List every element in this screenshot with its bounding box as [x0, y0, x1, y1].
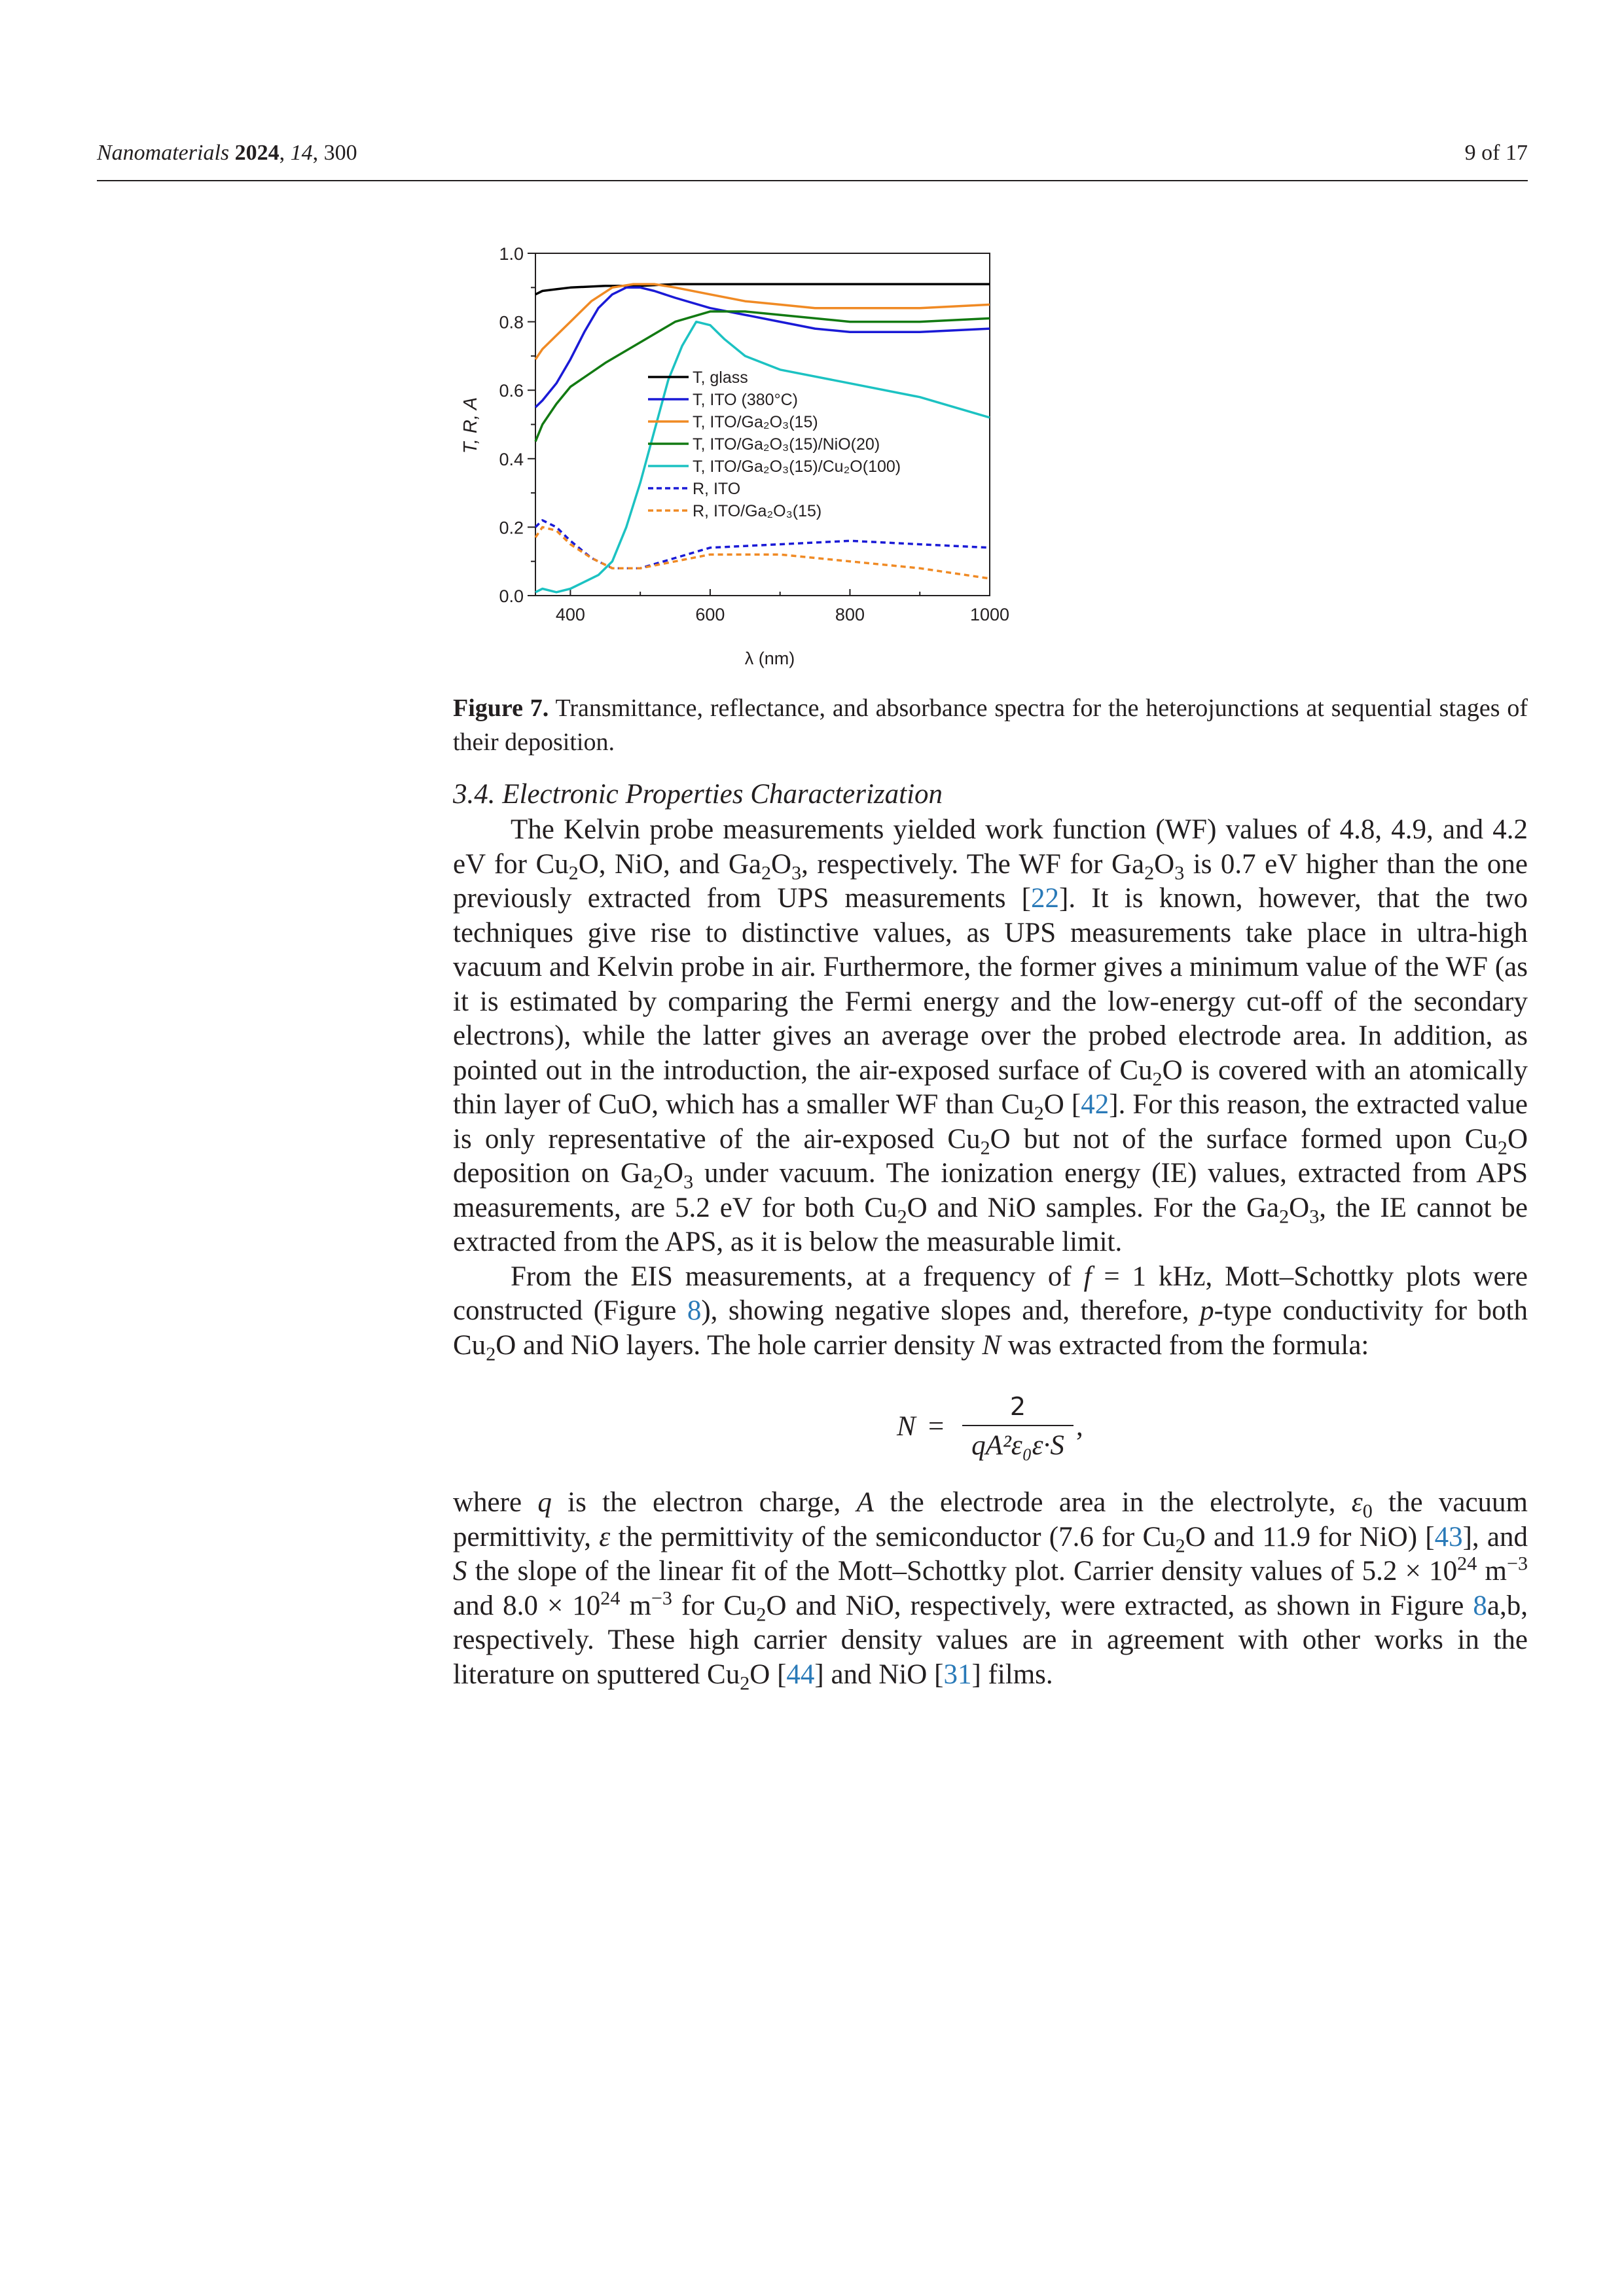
caption-text: Transmittance, reflectance, and absorbance spectra for the heterojunctions at sequential stages of their deposition. — [453, 694, 1528, 756]
paragraph-eis: From the EIS measurements, at a frequency of f = 1 kHz, Mott–Schottky plots were constructed (Figure 8), showing negative slopes and, therefore, p-type conductivity for both $Cu_2O$ and NiO layers. The hole carrier density N was extracted from the formula: — [453, 1261, 1528, 1365]
ref-link-42[interactable]: 42 — [1081, 1089, 1110, 1120]
x-tick-label: 1000 — [969, 605, 1010, 624]
series-line-5 — [535, 520, 990, 568]
body-text-lower — [453, 1486, 1528, 1695]
x-tick-label: 800 — [835, 605, 865, 624]
legend-label-6: R, ITO/Ga₂O₃(15) — [693, 502, 822, 520]
figure-7 — [452, 236, 1041, 681]
article-number: 300 — [323, 141, 357, 165]
x-tick-label: 600 — [695, 605, 725, 624]
paragraph-where: where q is the electron charge, A the electrode area in the electrolyte, $\varepsilon_0$ the vacuum permittivity, ε the permittivity of the semiconductor (7.6 for $Cu_2O$ and 11.9 for NiO) [43], and S the slope of the linear fit of the Mott–Schottky plot. Carrier density values of $5.2 \times 10^{24}$ $m^{-3}$ and $8.0 \times 10^{24}$ $m^{-3}$ for $Cu_2O$ and NiO, respectively, were extracted, as shown in Figure 8a,b, respectively. These high carrier density values are in agreement with other works in the literature on sputtered $Cu_2O$ [44] and NiO [31] films. — [453, 1487, 1528, 1695]
legend-label-0: T, glass — [693, 368, 748, 387]
equation-lhs: N — [897, 1411, 916, 1442]
fraction-bar — [962, 1425, 1074, 1426]
figure-8-link[interactable]: 8 — [687, 1295, 702, 1326]
series-line-1 — [535, 287, 990, 407]
header-rule — [97, 180, 1528, 181]
running-header — [97, 140, 1528, 166]
spectra-chart — [452, 236, 1041, 681]
legend-label-2: T, ITO/Ga₂O₃(15) — [693, 413, 818, 431]
y-axis-label: T, R, A — [460, 397, 481, 454]
ref-link-43[interactable]: 43 — [1434, 1521, 1463, 1552]
equation-comma: , — [1076, 1411, 1083, 1442]
equation-equals: = — [928, 1411, 945, 1442]
y-tick-label: 0.4 — [499, 449, 524, 469]
paragraph-kelvin-probe: The Kelvin probe measurements yielded work function (WF) values of 4.8, 4.9, and 4.2 eV for $Cu_2O$, NiO, and $Ga_2O_3$, respectively. The WF for $Ga_2O_3$ is 0.7 eV higher than the one previously extracted from UPS measurements [22]. It is known, however, that the two techniques give rise to distinctive values, as UPS measurements take place in ultra-high vacuum and Kelvin probe in air. Furthermore, the former gives a minimum value of the WF (as it is estimated by comparing the Fermi energy and the low-energy cut-off of the secondary electrons), while the latter gives an average over the probed electrode area. In addition, as pointed out in the introduction, the air-exposed surface of $Cu_2O$ is covered with an atomically thin layer of CuO, which has a smaller WF than $Cu_2O$ [42]. For this reason, the extracted value is only representative of the air-exposed $Cu_2O$ but not of the surface formed upon $Cu_2O$ deposition on $Ga_2O_3$ under vacuum. The ionization energy (IE) values, extracted from APS measurements, are 5.2 eV for both $Cu_2O$ and NiO samples. For the $Ga_2O_3$, the IE cannot be extracted from the APS, as it is below the measurable limit. — [453, 814, 1528, 1257]
page-number: 9 of 17 — [1464, 141, 1528, 165]
y-tick-label: 1.0 — [499, 244, 524, 264]
y-tick-label: 0.8 — [499, 312, 524, 332]
section-title: 3.4. Electronic Properties Characterization — [453, 779, 943, 810]
journal-year: 2024 — [234, 141, 280, 165]
body-text-upper — [453, 813, 1528, 1363]
x-axis-label: λ (nm) — [744, 649, 795, 668]
journal-citation: Nanomaterials 2024, 14, 300 — [97, 141, 357, 165]
equation-numerator: 2 — [1009, 1392, 1026, 1421]
legend-label-5: R, ITO — [693, 480, 741, 498]
legend-label-4: T, ITO/Ga₂O₃(15)/Cu₂O(100) — [693, 457, 901, 476]
legend-label-1: T, ITO (380°C) — [693, 391, 798, 409]
carrier-density-equation — [897, 1391, 1159, 1469]
figure-8a-link[interactable]: 8 — [1473, 1590, 1487, 1621]
y-tick-label: 0.6 — [499, 381, 524, 401]
legend — [648, 368, 901, 520]
ref-link-44[interactable]: 44 — [786, 1659, 815, 1690]
y-tick-label: 0.0 — [499, 586, 524, 606]
caption-label: Figure 7. — [453, 694, 549, 722]
legend-label-3: T, ITO/Ga₂O₃(15)/NiO(20) — [693, 435, 880, 454]
ref-link-31[interactable]: 31 — [943, 1659, 972, 1690]
journal-volume: 14 — [290, 141, 313, 165]
x-tick-label: 400 — [555, 605, 585, 624]
journal-name: Nanomaterials — [97, 141, 230, 165]
equation-fraction — [962, 1391, 1074, 1462]
ref-link-22[interactable]: 22 — [1031, 883, 1059, 914]
equation-denominator: qA²ε₀ε·S — [971, 1430, 1064, 1461]
figure-caption — [453, 691, 1528, 759]
y-tick-label: 0.2 — [499, 518, 524, 538]
